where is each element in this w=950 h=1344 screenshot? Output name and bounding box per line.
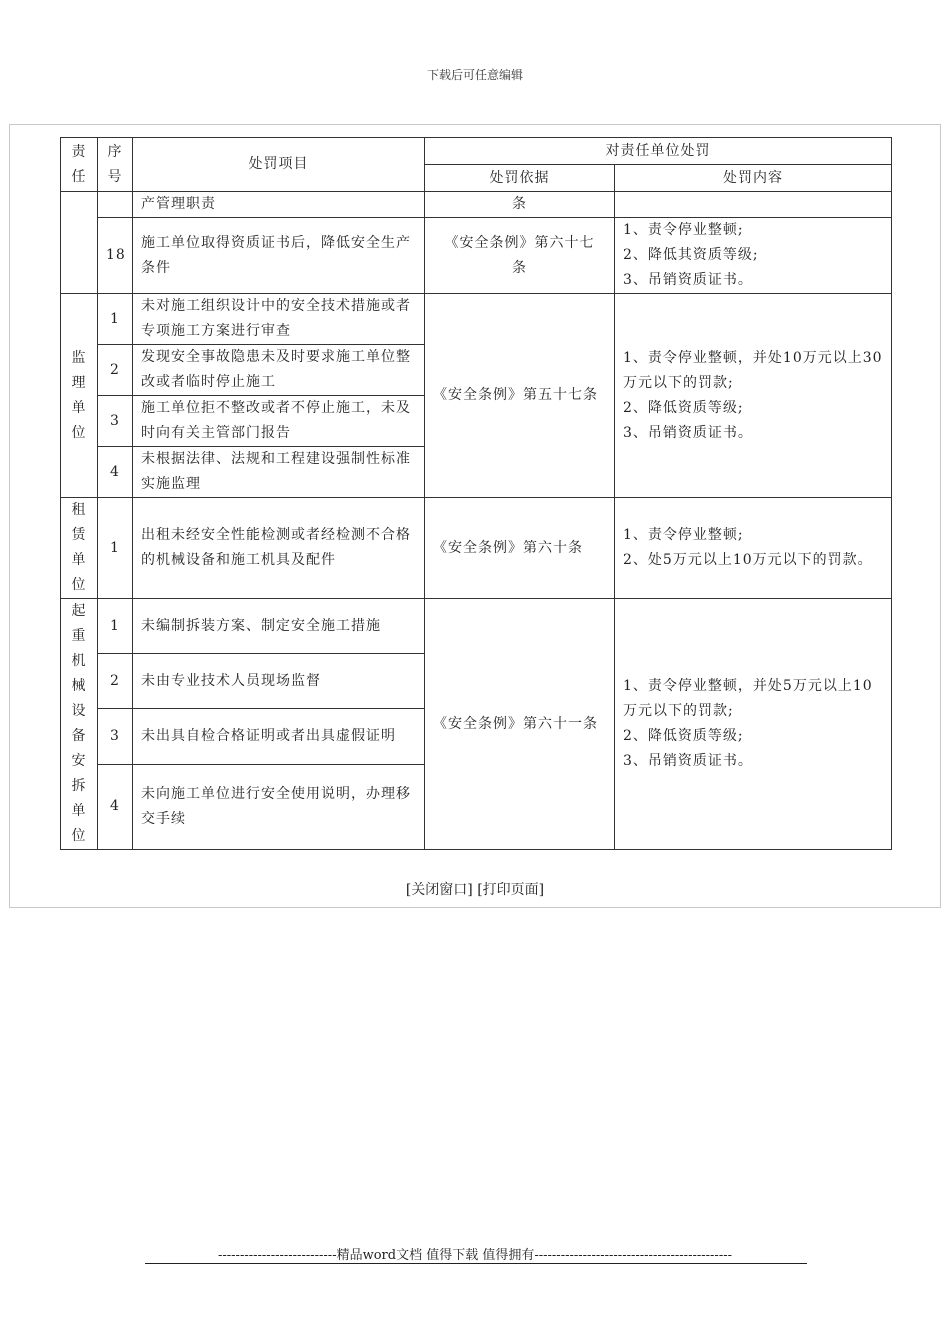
table-row — [61, 294, 892, 345]
table-row — [61, 599, 892, 654]
item-cell: 未由专业技术人员现场监督 — [133, 654, 425, 709]
basis-cell: 《安全条例》第五十七条 — [425, 294, 615, 498]
basis-cell: 《安全条例》第六十七条 — [425, 218, 615, 294]
table-header-row — [61, 138, 892, 165]
header-responsibility: 责 任 — [61, 138, 98, 192]
header-penalty-item: 处罚项目 — [133, 138, 425, 192]
basis-cell: 《安全条例》第六十一条 — [425, 599, 615, 850]
penalty-table — [60, 137, 892, 850]
table-row — [61, 498, 892, 599]
header-penalty-basis: 处罚依据 — [425, 165, 615, 192]
header-penalty-group: 对责任单位处罚 — [425, 138, 892, 165]
responsibility-rental: 租 赁 单 位 — [61, 498, 98, 599]
content-cell: 1、责令停业整顿，并处5万元以上10万元以下的罚款; 2、降低资质等级; 3、吊销资质证书。 — [615, 599, 892, 850]
seq-cell: 2 — [98, 654, 133, 709]
seq-cell — [98, 192, 133, 218]
item-cell: 未对施工组织设计中的安全技术措施或者专项施工方案进行审查 — [133, 294, 425, 345]
item-cell: 未出具自检合格证明或者出具虚假证明 — [133, 709, 425, 764]
basis-cell: 《安全条例》第六十条 — [425, 498, 615, 599]
seq-cell: 3 — [98, 709, 133, 764]
item-cell: 未向施工单位进行安全使用说明，办理移交手续 — [133, 764, 425, 849]
header-sequence: 序 号 — [98, 138, 133, 192]
seq-cell: 2 — [98, 345, 133, 396]
content-cell — [615, 192, 892, 218]
item-cell: 产管理职责 — [133, 192, 425, 218]
responsibility-cell-empty — [61, 192, 98, 294]
seq-cell: 3 — [98, 396, 133, 447]
item-cell: 未根据法律、法规和工程建设强制性标准实施监理 — [133, 447, 425, 498]
responsibility-supervision: 监 理 单 位 — [61, 294, 98, 498]
content-cell: 1、责令停业整顿; 2、处5万元以上10万元以下的罚款。 — [615, 498, 892, 599]
close-window-link[interactable]: [关闭窗口] — [405, 882, 473, 898]
seq-cell: 4 — [98, 447, 133, 498]
print-page-link[interactable]: [打印页面] — [477, 882, 545, 898]
seq-cell: 18 — [98, 218, 133, 294]
seq-cell: 1 — [98, 294, 133, 345]
header-note: 下载后可任意编辑 — [426, 68, 523, 82]
seq-cell: 1 — [98, 498, 133, 599]
item-cell: 发现安全事故隐患未及时要求施工单位整改或者临时停止施工 — [133, 345, 425, 396]
footer-rule — [145, 1263, 807, 1264]
header-penalty-content: 处罚内容 — [615, 165, 892, 192]
table-row — [61, 218, 892, 294]
seq-cell: 4 — [98, 764, 133, 849]
content-cell: 1、责令停业整顿; 2、降低其资质等级; 3、吊销资质证书。 — [615, 218, 892, 294]
seq-cell: 1 — [98, 599, 133, 654]
item-cell: 施工单位取得资质证书后，降低安全生产条件 — [133, 218, 425, 294]
basis-cell: 条 — [425, 192, 615, 218]
content-cell: 1、责令停业整顿，并处10万元以上30万元以下的罚款; 2、降低资质等级; 3、吊销资质证书。 — [615, 294, 892, 498]
item-cell: 施工单位拒不整改或者不停止施工，未及时向有关主管部门报告 — [133, 396, 425, 447]
window-actions — [0, 879, 950, 899]
item-cell: 出租未经安全性能检测或者经检测不合格的机械设备和施工机具及配件 — [133, 498, 425, 599]
responsibility-crane: 起 重 机 械 设 备 安 拆 单 位 — [61, 599, 98, 850]
footer-text: ---------------------------精品word文档 值得下载 值得拥有--------------------------------------------- — [217, 1248, 733, 1263]
table-row — [61, 192, 892, 218]
item-cell: 未编制拆装方案、制定安全施工措施 — [133, 599, 425, 654]
